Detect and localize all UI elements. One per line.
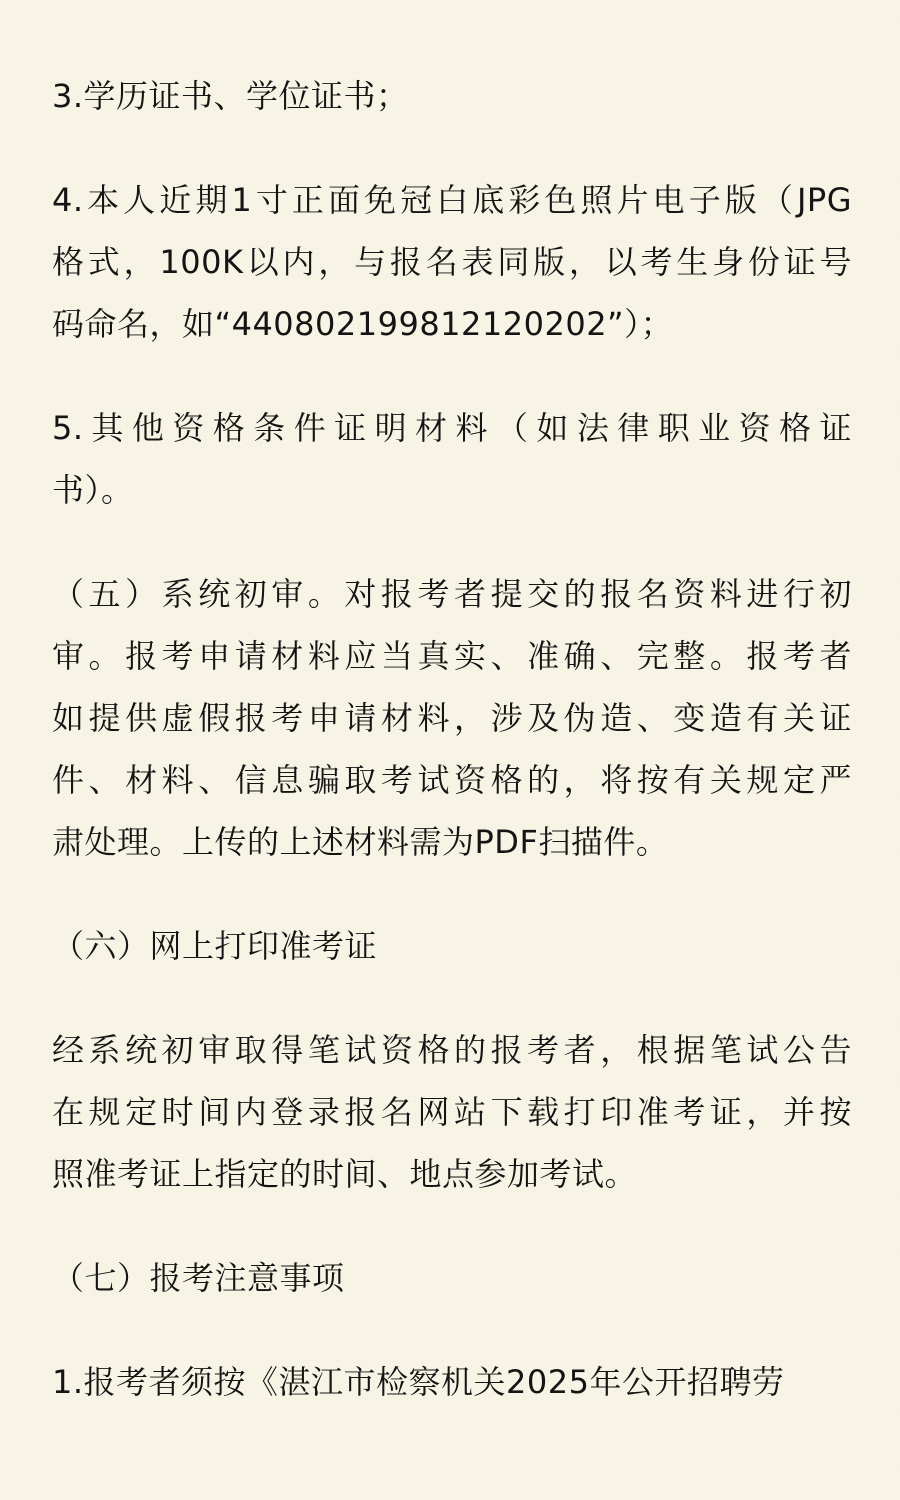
section-5-review-line-1: （五）系统初审。对报考者提交的报名资料进行初 (52, 575, 852, 613)
section-6-heading: （六）网上打印准考证 (52, 927, 378, 965)
section-6-body-line-1: 经系统初审取得笔试资格的报考者，根据笔试公告 (52, 1031, 852, 1069)
section-5-review-line-4: 件、材料、信息骗取考试资格的，将按有关规定严 (52, 761, 852, 799)
item-5-other-materials-line-2: 书）。 (52, 471, 134, 509)
item-4-photo-line-2: 格式，100K以内，与报名表同版，以考生身份证号 (52, 243, 852, 281)
section-7-item-1: 1.报考者须按《湛江市检察机关2025年公开招聘劳 (52, 1363, 785, 1401)
item-4-photo-line-1: 4.本人近期1寸正面免冠白底彩色照片电子版（JPG (52, 181, 852, 219)
section-6-body-line-3: 照准考证上指定的时间、地点参加考试。 (52, 1155, 638, 1193)
item-3-degree-certificates: 3.学历证书、学位证书； (52, 77, 409, 115)
section-5-review-line-5: 肃处理。上传的上述材料需为PDF扫描件。 (52, 823, 669, 861)
item-4-photo-line-3: 码命名，如“440802199812120202”）； (52, 305, 674, 343)
section-5-review-line-2: 审。报考申请材料应当真实、准确、完整。报考者 (52, 637, 852, 675)
item-5-other-materials-line-1: 5.其他资格条件证明材料（如法律职业资格证 (52, 409, 852, 447)
section-6-body-line-2: 在规定时间内登录报名网站下载打印准考证，并按 (52, 1093, 852, 1131)
section-5-review-line-3: 如提供虚假报考申请材料，涉及伪造、变造有关证 (52, 699, 852, 737)
section-7-heading: （七）报考注意事项 (52, 1259, 345, 1297)
